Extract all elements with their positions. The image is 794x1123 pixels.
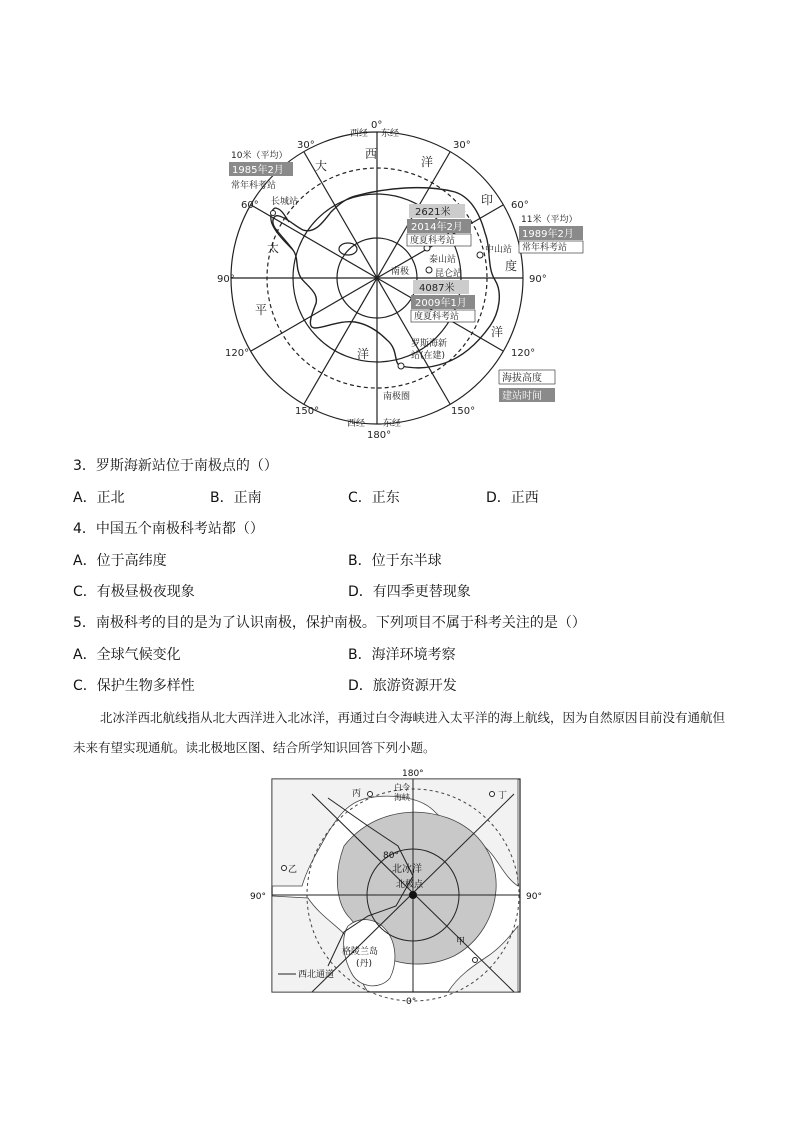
q3-option-b: B．正南	[210, 490, 262, 506]
greenland-label: 格陵兰岛	[342, 947, 379, 957]
taishan-date: 2014年2月	[411, 222, 463, 233]
antarctica-map	[215, 118, 595, 443]
lon-0-label: 0°	[371, 120, 383, 131]
bing-label: 丙	[352, 789, 362, 799]
lon-30e-label: 30°	[453, 140, 471, 151]
north-pole-dot	[409, 891, 417, 899]
deg-0-label: 0°	[406, 997, 417, 1007]
kunlun-height: 4087米	[419, 283, 455, 294]
arctic-map	[248, 766, 550, 1010]
yi-label: 乙	[288, 865, 298, 875]
q3-stem: 3．罗斯海新站位于南极点的（）	[73, 458, 278, 474]
q3-option-d: D．正西	[486, 490, 539, 506]
ocean-pacific-2: 平	[255, 303, 268, 317]
q3-option-a: A．正北	[73, 490, 125, 506]
q5-option-a: A．全球气候变化	[73, 647, 181, 663]
ocean-indian-1: 印	[481, 193, 494, 207]
changcheng-name: 长城站	[271, 197, 299, 207]
q5-option-d: D．旅游资源开发	[348, 678, 457, 694]
bering-strait-1: 白令	[394, 783, 410, 792]
ice-shelf	[339, 243, 357, 255]
lon-150e-label: 150°	[451, 406, 476, 417]
taishan-type: 度夏科考站	[410, 236, 456, 246]
deg-90-right-label: 90°	[526, 892, 542, 902]
taishan-height: 2621米	[415, 207, 451, 218]
zhongshan-type: 常年科考站	[522, 243, 568, 253]
q4-option-d: D．有四季更替现象	[348, 584, 471, 600]
lon-120e-label: 120°	[511, 348, 536, 359]
jia-dot	[473, 958, 478, 963]
ocean-pacific-1: 太	[267, 241, 280, 255]
north-pole-label: 北极点	[396, 880, 424, 890]
ocean-atlantic-3: 洋	[421, 155, 434, 169]
south-pole-label: 南极	[391, 267, 410, 277]
jia-label: 甲	[456, 937, 466, 947]
deg-180-label: 180°	[402, 769, 424, 779]
q5-option-b: B．海洋环境考察	[348, 647, 456, 663]
rosssea-name-1: 罗斯海新	[411, 339, 448, 349]
lon-60w-label: 60°	[241, 200, 259, 211]
ocean-pacific-3: 洋	[357, 347, 370, 361]
taishan-name: 泰山站	[429, 255, 457, 265]
south-pole-dot	[375, 276, 379, 280]
legend-northwest-passage: 西北通道	[298, 970, 335, 980]
ocean-atlantic-1: 大	[315, 159, 328, 173]
kunlun-type: 度夏科考站	[414, 312, 460, 322]
lon-90e-label: 90°	[529, 274, 547, 285]
arctic-ocean-label: 北冰洋	[392, 864, 422, 875]
q4-option-a: A．位于高纬度	[73, 553, 167, 569]
ding-label: 丁	[498, 791, 508, 801]
ocean-atlantic-2: 西	[365, 147, 378, 161]
q3-option-c: C．正东	[348, 490, 400, 506]
lat-80-label: 80°	[383, 851, 399, 861]
zhongshan-station-dot	[477, 252, 483, 258]
lon-120w-label: 120°	[225, 348, 250, 359]
lon-180-label: 180°	[367, 430, 392, 441]
kunlun-station-dot	[426, 267, 432, 273]
q4-stem: 4．中国五个南极科考站都（）	[73, 521, 264, 537]
legend-height: 海拔高度	[502, 373, 542, 384]
ocean-indian-3: 洋	[491, 325, 504, 339]
rosssea-station-dot	[398, 363, 404, 369]
changcheng-type: 常年科考站	[231, 181, 277, 191]
changcheng-height: 10米（平均）	[231, 151, 288, 161]
kunlun-name: 昆仑站	[435, 269, 463, 279]
bing-dot	[368, 792, 373, 797]
q5-option-c: C．保护生物多样性	[73, 678, 195, 694]
lon-top-east: 东经	[381, 129, 400, 139]
zhongshan-height: 11米（平均）	[521, 215, 578, 225]
lon-150w-label: 150°	[295, 406, 320, 417]
reading-passage: 北冰洋西北航线指从北大西洋进入北冰洋，再通过白令海峡进入太平洋的海上航线，因为自然原因目前没有通航但未来有望实现通航。读北极地区图、结合所学知识回答下列小题。	[73, 710, 726, 755]
lon-top-west: 西经	[350, 129, 369, 139]
antarctic-circle-label: 南极圈	[383, 392, 411, 402]
q5-stem: 5．南极科考的目的是为了认识南极，保护南极。下列项目不属于科考关注的是（）	[73, 615, 586, 631]
zhongshan-date: 1989年2月	[522, 229, 574, 240]
deg-90-left-label: 90°	[250, 892, 266, 902]
kunlun-date: 2009年1月	[415, 298, 467, 309]
q4-option-c: C．有极昼极夜现象	[73, 584, 195, 600]
q4-option-b: B．位于东半球	[348, 553, 442, 569]
rosssea-name-2: 站(在建)	[411, 351, 446, 361]
lon-90w-label: 90°	[217, 274, 235, 285]
lon-bottom-east: 东经	[383, 419, 402, 429]
ding-dot	[490, 792, 495, 797]
greenland-country: (丹)	[356, 959, 373, 969]
yi-dot	[282, 866, 287, 871]
bering-strait-2: 海峡	[394, 793, 410, 802]
zhongshan-name: 中山站	[485, 245, 513, 255]
legend-date: 建站时间	[502, 391, 542, 402]
lon-bottom-west: 西经	[347, 419, 366, 429]
changcheng-station-dot	[271, 211, 276, 216]
lon-60e-label: 60°	[511, 200, 529, 211]
changcheng-date: 1985年2月	[232, 165, 284, 176]
ocean-indian-2: 度	[505, 259, 518, 273]
lon-30w-label: 30°	[297, 140, 315, 151]
